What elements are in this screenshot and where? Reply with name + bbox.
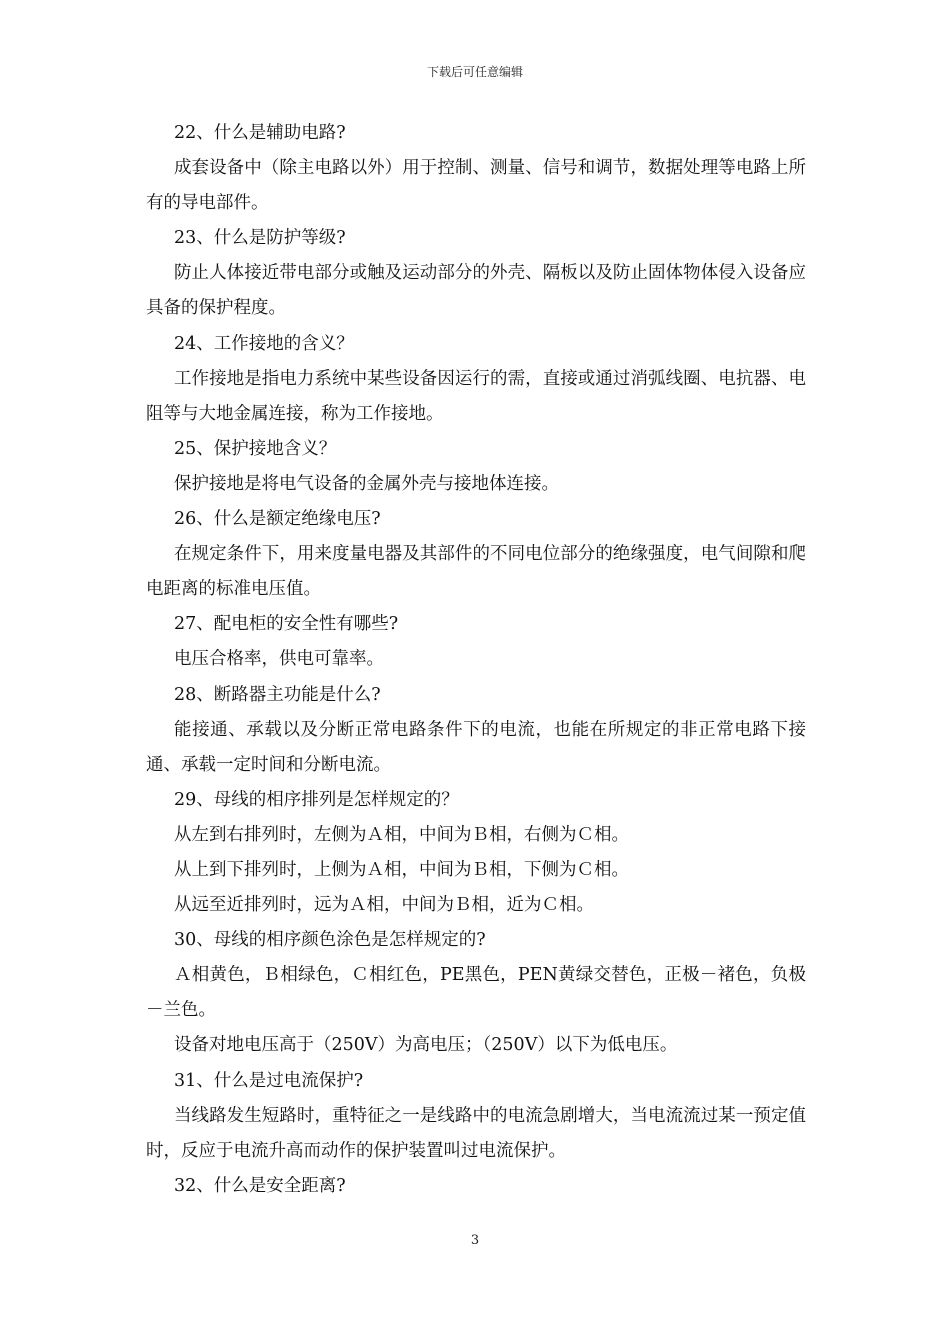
page-header: 下载后可任意编辑 [426,65,523,79]
question-22: 22、什么是辅助电路? [174,123,346,143]
answer-29-far-near: 从远至近排列时，远为Ａ相，中间为Ｂ相，近为Ｃ相。 [174,895,594,916]
page-number: 3 [470,1233,480,1248]
question-32: 32、什么是安全距离? [174,1175,346,1196]
question-27: 27、配电柜的安全性有哪些? [174,614,399,635]
document-body [146,116,806,1204]
question-26: 26、什么是额定绝缘电压? [174,509,381,530]
question-28: 28、断路器主功能是什么? [174,684,381,705]
question-29: 29、母线的相序排列是怎样规定的？ [174,789,459,810]
answer-27: 电压合格率，供电可靠率。 [174,649,384,670]
answer-22: 成套设备中（除主电路以外）用于控制、测量、信号和调节，数据处理等电路上所有的导电部件。 [146,158,806,214]
question-31: 31、什么是过电流保护? [174,1070,364,1091]
answer-29-top-bottom: 从上到下排列时，上侧为Ａ相，中间为Ｂ相，下侧为Ｃ相。 [174,859,629,880]
answer-23: 防止人体接近带电部分或触及运动部分的外壳、隔板以及防止固体物体侵入设备应具备的保护程度。 [146,263,806,319]
question-25: 25、保护接地含义？ [174,438,337,459]
question-23: 23、什么是防护等级? [174,228,346,249]
answer-31: 当线路发生短路时，重特征之一是线路中的电流急剧增大，当电流流过某一预定值时，反应于电流升高而动作的保护装置叫过电流保护。 [146,1105,806,1161]
question-24: 24、工作接地的含义？ [174,333,354,354]
answer-26: 在规定条件下，用来度量电器及其部件的不同电位部分的绝缘强度，电气间隙和爬电距离的标准电压值。 [146,544,806,600]
answer-25: 保护接地是将电气设备的金属外壳与接地体连接。 [174,473,559,494]
answer-28: 能接通、承载以及分断正常电路条件下的电流，也能在所规定的非正常电路下接通、承载一定时间和分断电流。 [146,719,806,775]
answer-24: 工作接地是指电力系统中某些设备因运行的需，直接或通过消弧线圈、电抗器、电阻等与大地金属连接，称为工作接地。 [146,368,806,424]
answer-30-colors: Ａ相黄色，Ｂ相绿色，Ｃ相红色，PE黑色，PEN黄绿交替色，正极－褚色，负极－兰色。 [146,965,806,1021]
question-30: 30、母线的相序颜色涂色是怎样规定的? [174,930,486,951]
answer-30-voltage: 设备对地电压高于（250V）为高电压；（250V）以下为低电压。 [174,1035,678,1056]
answer-29-left-right: 从左到右排列时，左侧为Ａ相，中间为Ｂ相，右侧为Ｃ相。 [174,824,629,845]
